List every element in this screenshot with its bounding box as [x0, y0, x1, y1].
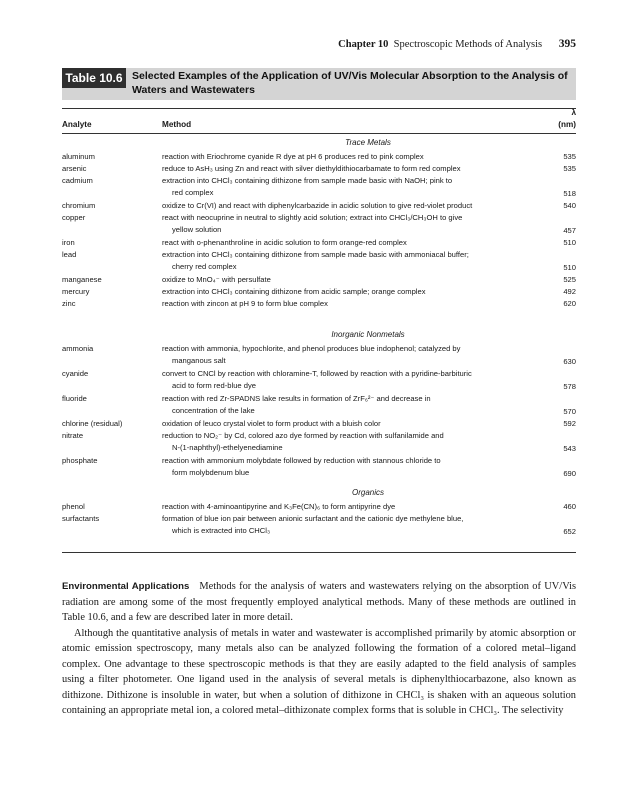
column-header-lambda: λ: [571, 108, 576, 117]
method-cell: [162, 274, 542, 286]
method-line: extraction into CHCl₃ containing dithizone from sample made basic with NaOH; pink to: [162, 176, 453, 185]
analyte-cell: iron: [62, 238, 75, 247]
table-row: [62, 513, 576, 538]
chapter-number: Chapter 10: [338, 39, 389, 50]
analyte-cell: fluoride: [62, 394, 87, 403]
method-cell: [162, 175, 542, 199]
table-row: [62, 298, 576, 310]
method-line: oxidize to Cr(VI) and react with diphenylcarbazide in acidic solution to give red-violet product: [162, 201, 473, 210]
method-line: reduction to NO₂⁻ by Cd, colored azo dye formed by reaction with sulfanilamide and: [162, 431, 444, 440]
analyte-cell: phosphate: [62, 456, 98, 465]
table-row: [62, 163, 576, 175]
analyte-cell: zinc: [62, 299, 76, 308]
lambda-cell: 690: [563, 469, 576, 478]
method-line: extraction into CHCl₃ containing dithizone from sample made basic with ammoniacal buffer;: [162, 250, 469, 259]
lambda-cell: 525: [563, 275, 576, 284]
method-cell: [162, 455, 542, 479]
method-line: convert to CNCl by reaction with chloramine-T, followed by reaction with a pyridine-barbituric: [162, 369, 472, 378]
section-heading: Trace Metals: [345, 138, 391, 147]
method-line: react with o-phenanthroline in acidic solution to form orange-red complex: [162, 238, 407, 247]
lambda-cell: 630: [563, 357, 576, 366]
method-cell: [162, 151, 542, 163]
analyte-cell: aluminum: [62, 152, 95, 161]
page-number: 395: [558, 38, 576, 50]
table-row: [62, 200, 576, 212]
method-line: extraction into CHCl₃ containing dithizone from acidic sample; orange complex: [162, 287, 426, 296]
table-label: Table 10.6: [62, 68, 126, 88]
table-row: [62, 430, 576, 455]
analyte-cell: cadmium: [62, 176, 93, 185]
table-row: [62, 343, 576, 368]
method-line: oxidation of leuco crystal violet to form product with a bluish color: [162, 419, 381, 428]
method-line: reaction with Eriochrome cyanide R dye at pH 6 produces red to pink complex: [162, 152, 424, 161]
table-row: [62, 212, 576, 237]
method-line: reaction with zincon at pH 9 to form blue complex: [162, 299, 328, 308]
method-line: N-(1-naphthyl)-ethelyenediamine: [172, 443, 283, 452]
paragraph-1: [62, 579, 576, 626]
method-line: acid to form red-blue dye: [172, 381, 256, 390]
method-line: yellow solution: [172, 225, 222, 234]
running-header: [62, 38, 576, 50]
method-line: formation of blue ion pair between anionic surfactant and the cationic dye methylene blue,: [162, 514, 464, 523]
method-line: reaction with 4-aminoantipyrine and K₃Fe(CN)₆ to form antipyrine dye: [162, 502, 396, 511]
analyte-cell: chromium: [62, 201, 96, 210]
analyte-cell: manganese: [62, 275, 102, 284]
table-header-rule: [62, 133, 576, 134]
method-line: form molybdenum blue: [172, 468, 250, 477]
method-cell: [162, 200, 542, 212]
paragraph-2: Although the quantitative analysis of metals in water and wastewater is accomplished primarily by atomic absorption or atomic emission spectroscopy, many metals also can be analyzed following the formation of a colored metal–ligand complex. One advantage to these spectroscopic methods is that they are easily adapted to the field analysis of samples using a filter photometer. One ligand used in the analysis of several metals is diphenylthiocarbazone, also known as dithizone. Dithizone is insoluble in water, but when a solution of dithizone in CHCl₃ is shaken with an aqueous solution containing an appropriate metal ion, a colored metal–dithizonate complex forms that is soluble in CHCl₃. The selectivity: [62, 627, 576, 716]
method-cell: [162, 237, 542, 249]
analyte-cell: mercury: [62, 287, 90, 296]
lambda-cell: 592: [563, 419, 576, 428]
column-header-lambda-unit: (nm): [558, 120, 576, 129]
method-cell: [162, 393, 542, 417]
table-row: [62, 274, 576, 286]
paragraph-1-text: Methods for the analysis of waters and wastewaters relying on the absorption of UV/Vis radiation are among some of the most frequently employed analytical methods. Many of these methods are outlined in Table 10.6, and a few are described later in more detail.: [62, 581, 577, 623]
method-line: react with neocuprine in neutral to slightly acid solution; extract into CHCl₃/CH₃OH to give: [162, 213, 463, 222]
analyte-cell: arsenic: [62, 164, 87, 173]
analyte-cell: lead: [62, 250, 77, 259]
table-row: [62, 249, 576, 274]
table-row: [62, 286, 576, 298]
lambda-cell: 510: [563, 263, 576, 272]
lambda-cell: 578: [563, 382, 576, 391]
method-line: reaction with red Zr-SPADNS lake results in formation of ZrF₆²⁻ and decrease in: [162, 394, 431, 403]
table-row: [62, 237, 576, 249]
table-row: [62, 368, 576, 393]
analyte-cell: copper: [62, 213, 86, 222]
table-caption-bar: [62, 68, 576, 100]
method-cell: [162, 286, 542, 298]
lambda-cell: 457: [563, 226, 576, 235]
analyte-cell: surfactants: [62, 514, 100, 523]
method-cell: [162, 249, 542, 273]
method-cell: [162, 343, 542, 367]
table-row: [62, 455, 576, 480]
method-cell: [162, 163, 542, 175]
chapter-title: Spectroscopic Methods of Analysis: [393, 39, 543, 50]
analyte-cell: ammonia: [62, 344, 94, 353]
method-cell: [162, 513, 542, 537]
lambda-cell: 620: [563, 299, 576, 308]
method-cell: [162, 418, 542, 430]
body-text: [62, 579, 576, 719]
method-line: reaction with ammonium molybdate followed by reduction with stannous chloride to: [162, 456, 441, 465]
method-cell: [162, 212, 542, 236]
table-row: [62, 151, 576, 163]
method-cell: [162, 501, 542, 513]
table-row: [62, 418, 576, 430]
lambda-cell: 652: [563, 527, 576, 536]
analyte-cell: cyanide: [62, 369, 89, 378]
method-line: reduce to AsH₃ using Zn and react with silver diethyldithiocarbamate to form red complex: [162, 164, 461, 173]
table-row: [62, 501, 576, 513]
analyte-cell: chlorine (residual): [62, 419, 123, 428]
method-line: manganous salt: [172, 356, 226, 365]
table-row: [62, 393, 576, 418]
lambda-cell: 510: [563, 238, 576, 247]
lambda-cell: 570: [563, 407, 576, 416]
section-heading: Organics: [351, 488, 384, 497]
section-heading: Inorganic Nonmetals: [331, 330, 405, 339]
method-line: red complex: [172, 188, 214, 197]
table-top-rule: [62, 108, 576, 109]
table-caption: Selected Examples of the Application of UV/Vis Molecular Absorption to the Analysis of Waters and Wastewaters: [132, 70, 568, 96]
lambda-cell: 543: [563, 444, 576, 453]
method-line: which is extracted into CHCl₃: [172, 526, 271, 535]
method-cell: [162, 368, 542, 392]
table-bottom-rule: [62, 552, 576, 553]
method-line: concentration of the lake: [172, 406, 255, 415]
lambda-cell: 535: [563, 164, 576, 173]
analyte-cell: phenol: [62, 502, 85, 511]
column-header-method: Method: [162, 120, 192, 129]
method-line: cherry red complex: [172, 262, 237, 271]
method-cell: [162, 430, 542, 454]
lambda-cell: 492: [563, 287, 576, 296]
table-row: [62, 175, 576, 200]
lambda-cell: 460: [563, 502, 576, 511]
method-line: oxidize to MnO₄⁻ with persulfate: [162, 275, 271, 284]
lambda-cell: 518: [563, 189, 576, 198]
column-header-analyte: Analyte: [62, 120, 92, 129]
run-in-heading: Environmental Applications: [62, 581, 190, 592]
method-line: reaction with ammonia, hypochlorite, and phenol produces blue indophenol; catalyzed by: [162, 344, 461, 353]
analyte-cell: nitrate: [62, 431, 84, 440]
lambda-cell: 535: [563, 152, 576, 161]
method-cell: [162, 298, 542, 310]
lambda-cell: 540: [563, 201, 576, 210]
